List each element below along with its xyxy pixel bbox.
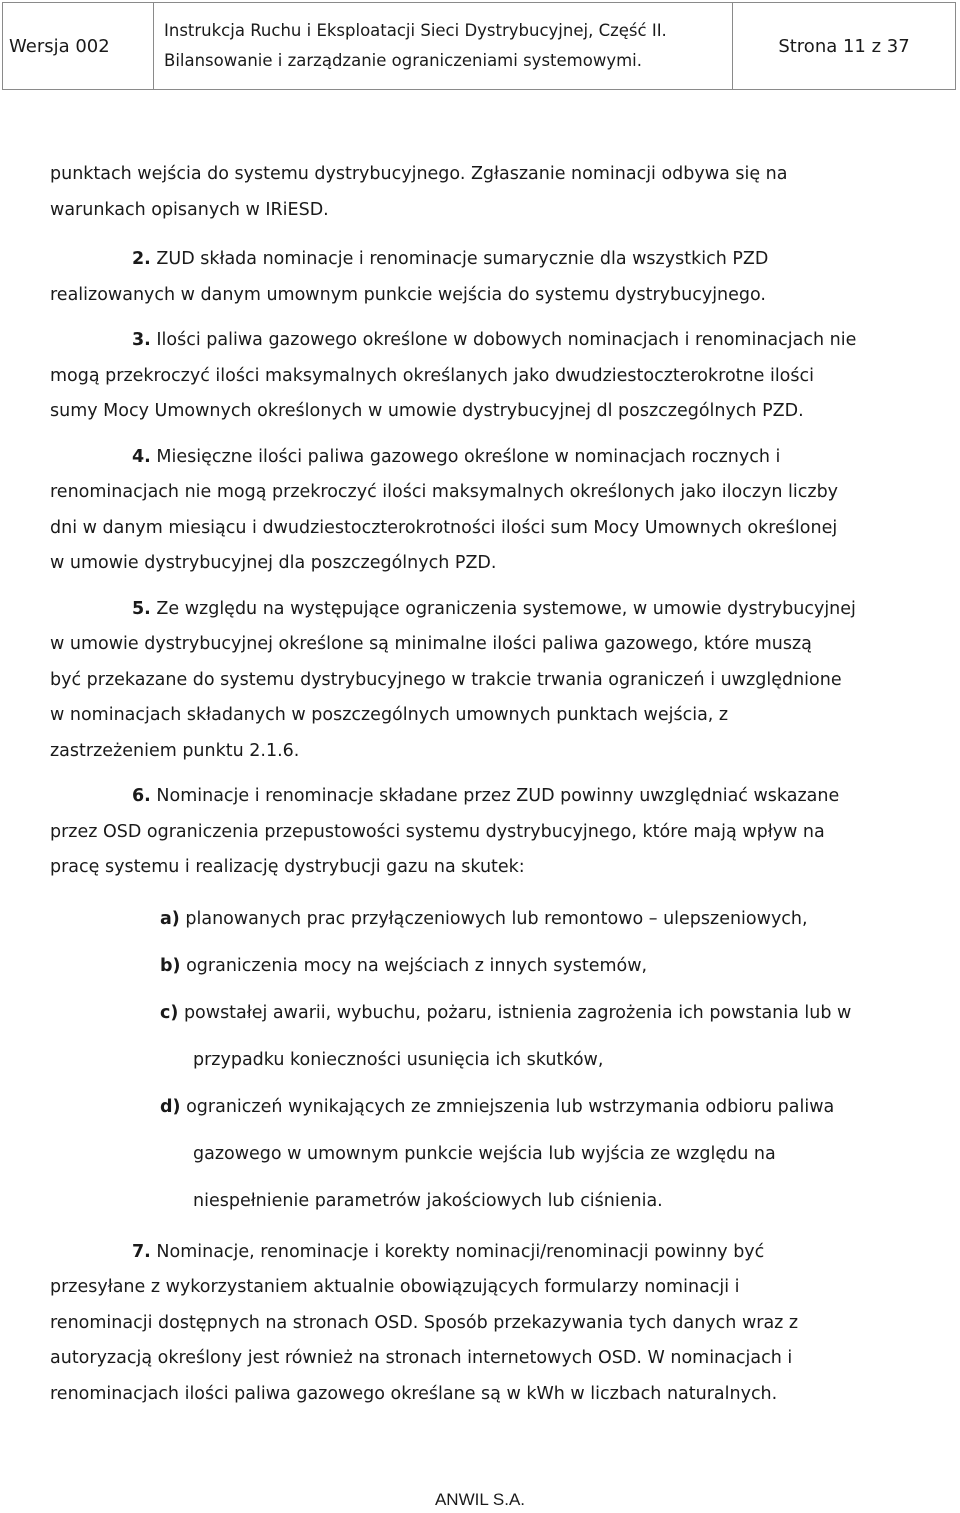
paragraph-5-line: w umowie dystrybucyjnej określone są minimalne ilości paliwa gazowego, które muszą	[50, 634, 812, 654]
list-label: c)	[160, 1002, 179, 1023]
page-footer: ANWIL S.A.	[434, 1490, 526, 1509]
paragraph-4-line	[50, 440, 946, 476]
paragraph-text: Nominacje, renominacje i korekty nominacji/renominacji powinny być	[150, 1241, 765, 1262]
paragraph-2-line: realizowanych w danym umownym punkcie wejścia do systemu dystrybucyjnego.	[50, 284, 766, 305]
title-line-2: Bilansowanie i zarządzanie ograniczeniami systemowymi.	[164, 51, 642, 70]
paragraph-5-line: zastrzeżeniem punktu 2.1.6.	[50, 740, 300, 761]
paragraph-7-line: renominacjach ilości paliwa gazowego określane są w kWh w liczbach naturalnych.	[50, 1383, 778, 1404]
paragraph-7-line: renominacji dostępnych na stronach OSD. Sposób przekazywania tych danych wraz z	[50, 1312, 799, 1333]
list-label: b)	[160, 955, 181, 976]
list-text: powstałej awarii, wybuchu, pożaru, istnienia zagrożenia ich powstania lub w	[178, 1002, 852, 1023]
paragraph-5-line: być przekazane do systemu dystrybucyjnego w trakcie trwania ograniczeń i uwzględnione	[50, 669, 842, 690]
list-label: d)	[160, 1096, 181, 1117]
paragraph-number: 3.	[132, 330, 151, 350]
document-title	[153, 3, 733, 89]
list-label: a)	[160, 908, 180, 929]
paragraph-3-line: mogą przekroczyć ilości maksymalnych określanych jako dwudziestoczterokrotne ilości	[50, 365, 814, 386]
page-number: Strona 11 z 37	[778, 35, 910, 57]
paragraph-2-line	[50, 242, 946, 278]
paragraph-3-line: sumy Mocy Umownych określonych w umowie dystrybucyjnej dl poszczególnych PZD.	[50, 401, 804, 421]
paragraph-intro-line: punktach wejścia do systemu dystrybucyjnego. Zgłaszanie nominacji odbywa się na	[50, 164, 788, 184]
paragraph-6-line	[50, 779, 946, 815]
paragraph-6-line: przez OSD ograniczenia przepustowości systemu dystrybucyjnego, które mają wpływ na	[50, 821, 825, 842]
list-text: ograniczeń wynikających ze zmniejszenia lub wstrzymania odbioru paliwa	[180, 1096, 835, 1117]
list-item-a	[160, 896, 946, 943]
list-item-d-continuation: niespełnienie parametrów jakościowych lub ciśnienia.	[193, 1190, 663, 1211]
paragraph-text: Miesięczne ilości paliwa gazowego określone w nominacjach rocznych i	[150, 446, 781, 467]
paragraph-number: 2.	[132, 249, 151, 269]
paragraph-5-line	[50, 592, 946, 628]
page-header	[2, 2, 956, 90]
paragraph-number: 6.	[132, 786, 151, 806]
version-label: Wersja 002	[9, 35, 110, 57]
paragraph-4-line: dni w danym miesiącu i dwudziestoczterokrotności ilości sum Mocy Umownych określonej	[50, 517, 838, 538]
paragraph-3-line	[50, 323, 946, 359]
paragraph-5-line: w nominacjach składanych w poszczególnych umownych punktach wejścia, z	[50, 705, 729, 725]
list-item-c	[160, 990, 946, 1037]
list-text: ograniczenia mocy na wejściach z innych systemów,	[180, 955, 648, 976]
paragraph-number: 4.	[132, 446, 151, 467]
list-item-c-continuation: przypadku konieczności usunięcia ich skutków,	[193, 1049, 604, 1070]
list-item-b	[160, 943, 946, 990]
paragraph-text: Ilości paliwa gazowego określone w dobowych nominacjach i renominacjach nie	[150, 330, 857, 350]
paragraph-6-line: pracę systemu i realizację dystrybucji gazu na skutek:	[50, 857, 525, 877]
list-text: planowanych prac przyłączeniowych lub remontowo – ulepszeniowych,	[179, 908, 808, 929]
paragraph-intro-line: warunkach opisanych w IRiESD.	[50, 199, 329, 220]
paragraph-number: 5.	[132, 598, 151, 619]
paragraph-4-line: renominacjach nie mogą przekroczyć ilości maksymalnych określonych jako iloczyn liczby	[50, 482, 839, 502]
paragraph-7-line	[50, 1235, 946, 1271]
paragraph-4-line: w umowie dystrybucyjnej dla poszczególnych PZD.	[50, 553, 497, 573]
paragraph-text: Nominacje i renominacje składane przez ZUD powinny uwzględniać wskazane	[150, 786, 840, 806]
paragraph-7-line: przesyłane z wykorzystaniem aktualnie obowiązujących formularzy nominacji i	[50, 1277, 740, 1297]
list-item-d	[160, 1084, 946, 1131]
title-line-1: Instrukcja Ruchu i Eksploatacji Sieci Dystrybucyjnej, Część II.	[164, 21, 667, 40]
document-body	[50, 157, 946, 1412]
paragraph-7-line: autoryzacją określony jest również na stronach internetowych OSD. W nominacjach i	[50, 1348, 793, 1368]
list-item-d-continuation: gazowego w umownym punkcie wejścia lub wyjścia ze względu na	[193, 1143, 776, 1164]
paragraph-text: Ze względu na występujące ograniczenia systemowe, w umowie dystrybucyjnej	[150, 598, 856, 619]
paragraph-number: 7.	[132, 1241, 151, 1262]
paragraph-text: ZUD składa nominacje i renominacje sumarycznie dla wszystkich PZD	[150, 249, 769, 269]
